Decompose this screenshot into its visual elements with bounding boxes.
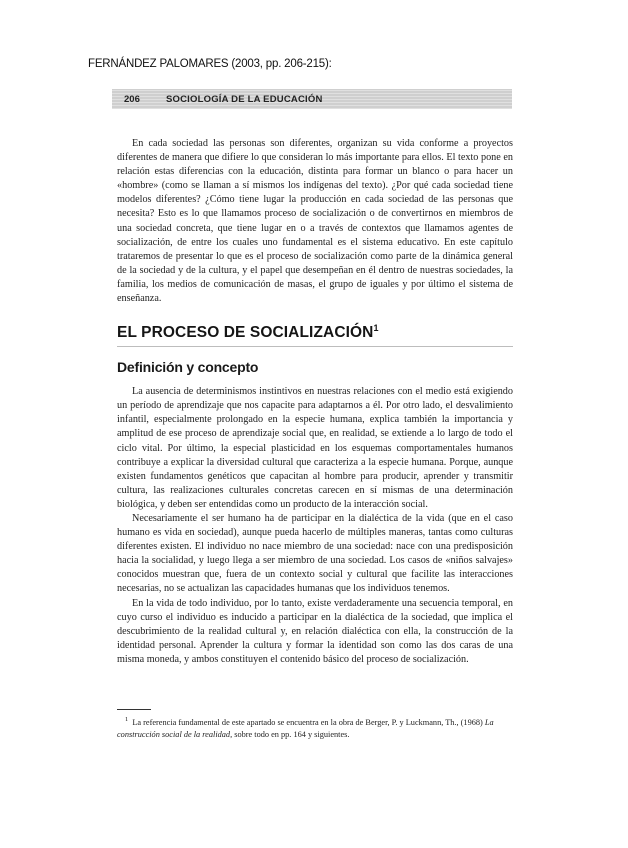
footnote-divider bbox=[117, 709, 151, 710]
section-heading bbox=[117, 324, 513, 347]
page-body bbox=[117, 137, 513, 667]
body-paragraph: La ausencia de determinismos instintivos en nuestras relaciones con el medio está exigiendo un período de aprendizaje que nos capacite para adaptarnos a él. Por otro lado, el desvalimiento infantil, especialmente prolongado en la especie humana, explica también la importancia y amplitud de ese proceso de aprendizaje social que, en realidad, se extiende a lo largo de todo el ciclo vital. Por último, la especial plasticidad en los esquemas comportamentales humanos contribuye a explicar la diversidad cultural que caracteriza a la especie humana. Porque, aunque existen fundamentos genéticos que capacitan al hombre para producir, aprender y transmitir cultura, las realizaciones culturales concretas carecen en sí mismas de una determinación biológica, y deben ser entendidas como un producto de la interacción social. bbox=[117, 386, 513, 510]
running-header bbox=[112, 89, 512, 109]
subsection-heading: Definición y concepto bbox=[117, 359, 259, 376]
body-paragraph: En la vida de todo individuo, por lo tanto, existe verdaderamente una secuencia temporal, en cuyo curso el individuo es inducido a participar en la dialéctica de la sociedad, que implica el descubrimiento de la realidad cultural y, en relación dialéctica con ella, la construcción de la identidad personal. Aprender la cultura y formar la identidad son como las dos caras de una misma moneda, y ambos constituyen el contenido básico del proceso de socialización. bbox=[117, 597, 513, 665]
section-heading-text: EL PROCESO DE SOCIALIZACIÓN bbox=[117, 324, 374, 342]
footnote-text-end: sobre todo en pp. 164 y siguientes. bbox=[234, 730, 350, 739]
footnote-book-title: La construcción social de la realidad, bbox=[117, 718, 494, 739]
footnote-marker: 1 bbox=[125, 716, 129, 724]
source-citation: FERNÁNDEZ PALOMARES (2003, pp. 206-215): bbox=[88, 58, 332, 70]
page-number: 206 bbox=[124, 93, 140, 105]
running-header-title: SOCIOLOGÍA DE LA EDUCACIÓN bbox=[166, 93, 323, 105]
footnote-reference: 1 bbox=[373, 322, 379, 333]
footnote-text: La referencia fundamental de este apartado se encuentra en la obra de Berger, P. y Luckmann, Th., (1968) bbox=[132, 718, 483, 727]
intro-paragraph: En cada sociedad las personas son diferentes, organizan su vida conforme a proyectos diferentes de manera que difiere lo que consideran lo más importante para ellos. El texto pone en relación estas diferencias con la educación, distinta para formar un blanco o para hacer un «hombre» (como se llaman a sí mismos los indígenas del texto). ¿Por qué cada sociedad tiene modelos diferentes? ¿Cómo tiene lugar la producción en cada sociedad de las personas que necesita? Esto es lo que llamamos proceso de socialización o de convertirnos en miembros de una sociedad concreta, que tiene lugar en o a través de contextos que llamamos agentes de socialización, de entre los cuales uno fundamental es el sistema educativo. En este capítulo trataremos de presentar lo que es el proceso de socialización como parte de la dinámica general de la sociedad y de la cultura, y el papel que desempeñan en él dentro de nuestras sociedades, la familia, los medios de comunicación de masas, el grupo de iguales y por último el sistema de enseñanza. bbox=[117, 138, 513, 305]
footnote bbox=[117, 717, 513, 741]
body-paragraph: Necesariamente el ser humano ha de participar en la dialéctica de la vida (que en el caso humano es vida en sociedad), aunque pueda hacerlo de múltiples maneras, tantas como culturas diferentes existen. El individuo no nace miembro de una sociedad: nace con una predisposición hacia la socialidad, y luego llega a ser miembro de una sociedad. Los casos de «niños salvajes» conocidos muestran que, fuera de un contexto social y cultural que facilite las interacciones necesarias, no se actualizan las capacidades humanas que los individuos tenemos. bbox=[117, 512, 513, 595]
